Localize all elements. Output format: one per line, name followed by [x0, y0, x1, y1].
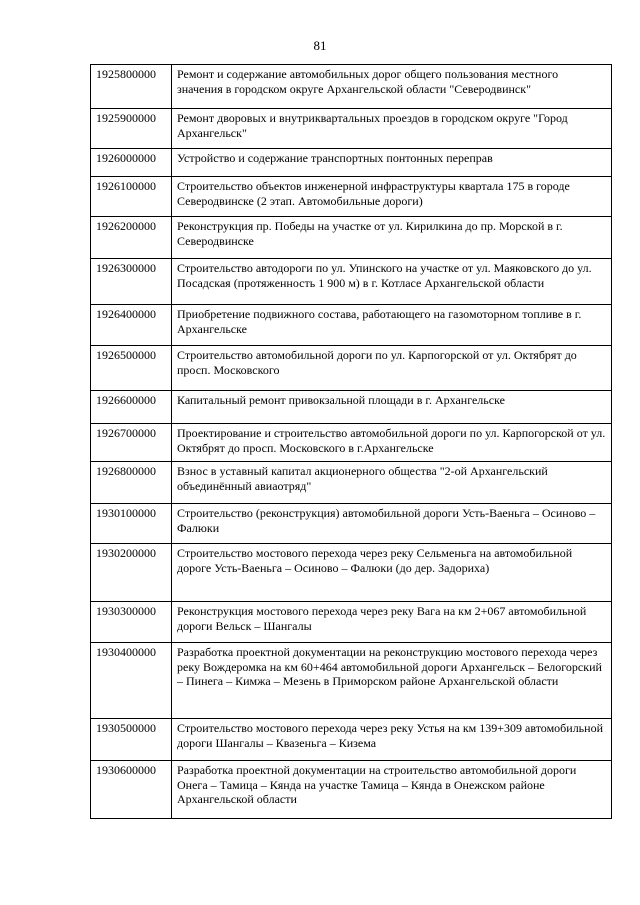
description-cell: Ремонт и содержание автомобильных дорог общего пользования местного значения в городском округе Архангельской области "Северодвинск": [172, 65, 612, 109]
table-row: [91, 544, 612, 602]
description-cell: Строительство автодороги по ул. Упинского на участке от ул. Маяковского до ул. Посадская (протяженность 1 900 м) в г. Котласе Архангельской области: [172, 259, 612, 305]
description-cell: Реконструкция мостового перехода через реку Вага на км 2+067 автомобильной дороги Вельск – Шангалы: [172, 602, 612, 643]
code-cell: 1926700000: [91, 424, 172, 462]
code-cell: 1930600000: [91, 761, 172, 819]
description-cell: Приобретение подвижного состава, работающего на газомоторном топливе в г. Архангельске: [172, 305, 612, 346]
code-cell: 1926600000: [91, 391, 172, 424]
codes-table: [90, 64, 612, 819]
code-cell: 1926500000: [91, 346, 172, 391]
code-cell: 1925900000: [91, 109, 172, 149]
table-row: [91, 259, 612, 305]
table-row: [91, 602, 612, 643]
table-row: [91, 346, 612, 391]
table-row: [91, 217, 612, 259]
table-row: [91, 761, 612, 819]
description-cell: Строительство мостового перехода через реку Сельменьга на автомобильной дороге Усть-Ваеньга – Осиново – Фалюки (до дер. Задориха): [172, 544, 612, 602]
description-cell: Разработка проектной документации на реконструкцию мостового перехода через реку Вождеромка на км 60+464 автомобильной дороги Архангельск – Белогорский – Пинега – Кимжа – Мезень в Приморском районе Архангельской области: [172, 643, 612, 719]
table-row: [91, 643, 612, 719]
code-cell: 1926300000: [91, 259, 172, 305]
table-row: [91, 391, 612, 424]
page-number: 81: [313, 38, 327, 53]
table-row: [91, 504, 612, 544]
code-cell: 1930500000: [91, 719, 172, 761]
code-cell: 1930400000: [91, 643, 172, 719]
description-cell: Строительство объектов инженерной инфраструктуры квартала 175 в городе Северодвинске (2 этап. Автомобильные дороги): [172, 177, 612, 217]
table-row: [91, 462, 612, 504]
code-cell: 1925800000: [91, 65, 172, 109]
description-cell: Реконструкция пр. Победы на участке от ул. Кирилкина до пр. Морской в г. Северодвинске: [172, 217, 612, 259]
table-row: [91, 424, 612, 462]
description-cell: Капитальный ремонт привокзальной площади в г. Архангельске: [172, 391, 612, 424]
description-cell: Разработка проектной документации на строительство автомобильной дороги Онега – Тамица – Кянда на участке Тамица – Кянда в Онежском районе Архангельской области: [172, 761, 612, 819]
description-cell: Взнос в уставный капитал акционерного общества "2-ой Архангельский объединённый авиаотряд": [172, 462, 612, 504]
description-cell: Строительство (реконструкция) автомобильной дороги Усть-Ваеньга – Осиново – Фалюки: [172, 504, 612, 544]
code-cell: 1930300000: [91, 602, 172, 643]
table-row: [91, 109, 612, 149]
description-cell: Проектирование и строительство автомобильной дороги по ул. Карпогорской от ул. Октябрят до просп. Московского в г.Архангельске: [172, 424, 612, 462]
description-cell: Строительство мостового перехода через реку Устья на км 139+309 автомобильной дороги Шангалы – Квазеньга – Кизема: [172, 719, 612, 761]
table-row: [91, 65, 612, 109]
code-cell: 1926400000: [91, 305, 172, 346]
table-row: [91, 149, 612, 177]
code-cell: 1926800000: [91, 462, 172, 504]
code-cell: 1930200000: [91, 544, 172, 602]
table-row: [91, 177, 612, 217]
code-cell: 1926200000: [91, 217, 172, 259]
table-row: [91, 305, 612, 346]
description-cell: Устройство и содержание транспортных понтонных переправ: [172, 149, 612, 177]
code-cell: 1926000000: [91, 149, 172, 177]
table-row: [91, 719, 612, 761]
description-cell: Ремонт дворовых и внутриквартальных проездов в городском округе "Город Архангельск": [172, 109, 612, 149]
code-cell: 1926100000: [91, 177, 172, 217]
code-cell: 1930100000: [91, 504, 172, 544]
description-cell: Строительство автомобильной дороги по ул. Карпогорской от ул. Октябрят до просп. Московского: [172, 346, 612, 391]
